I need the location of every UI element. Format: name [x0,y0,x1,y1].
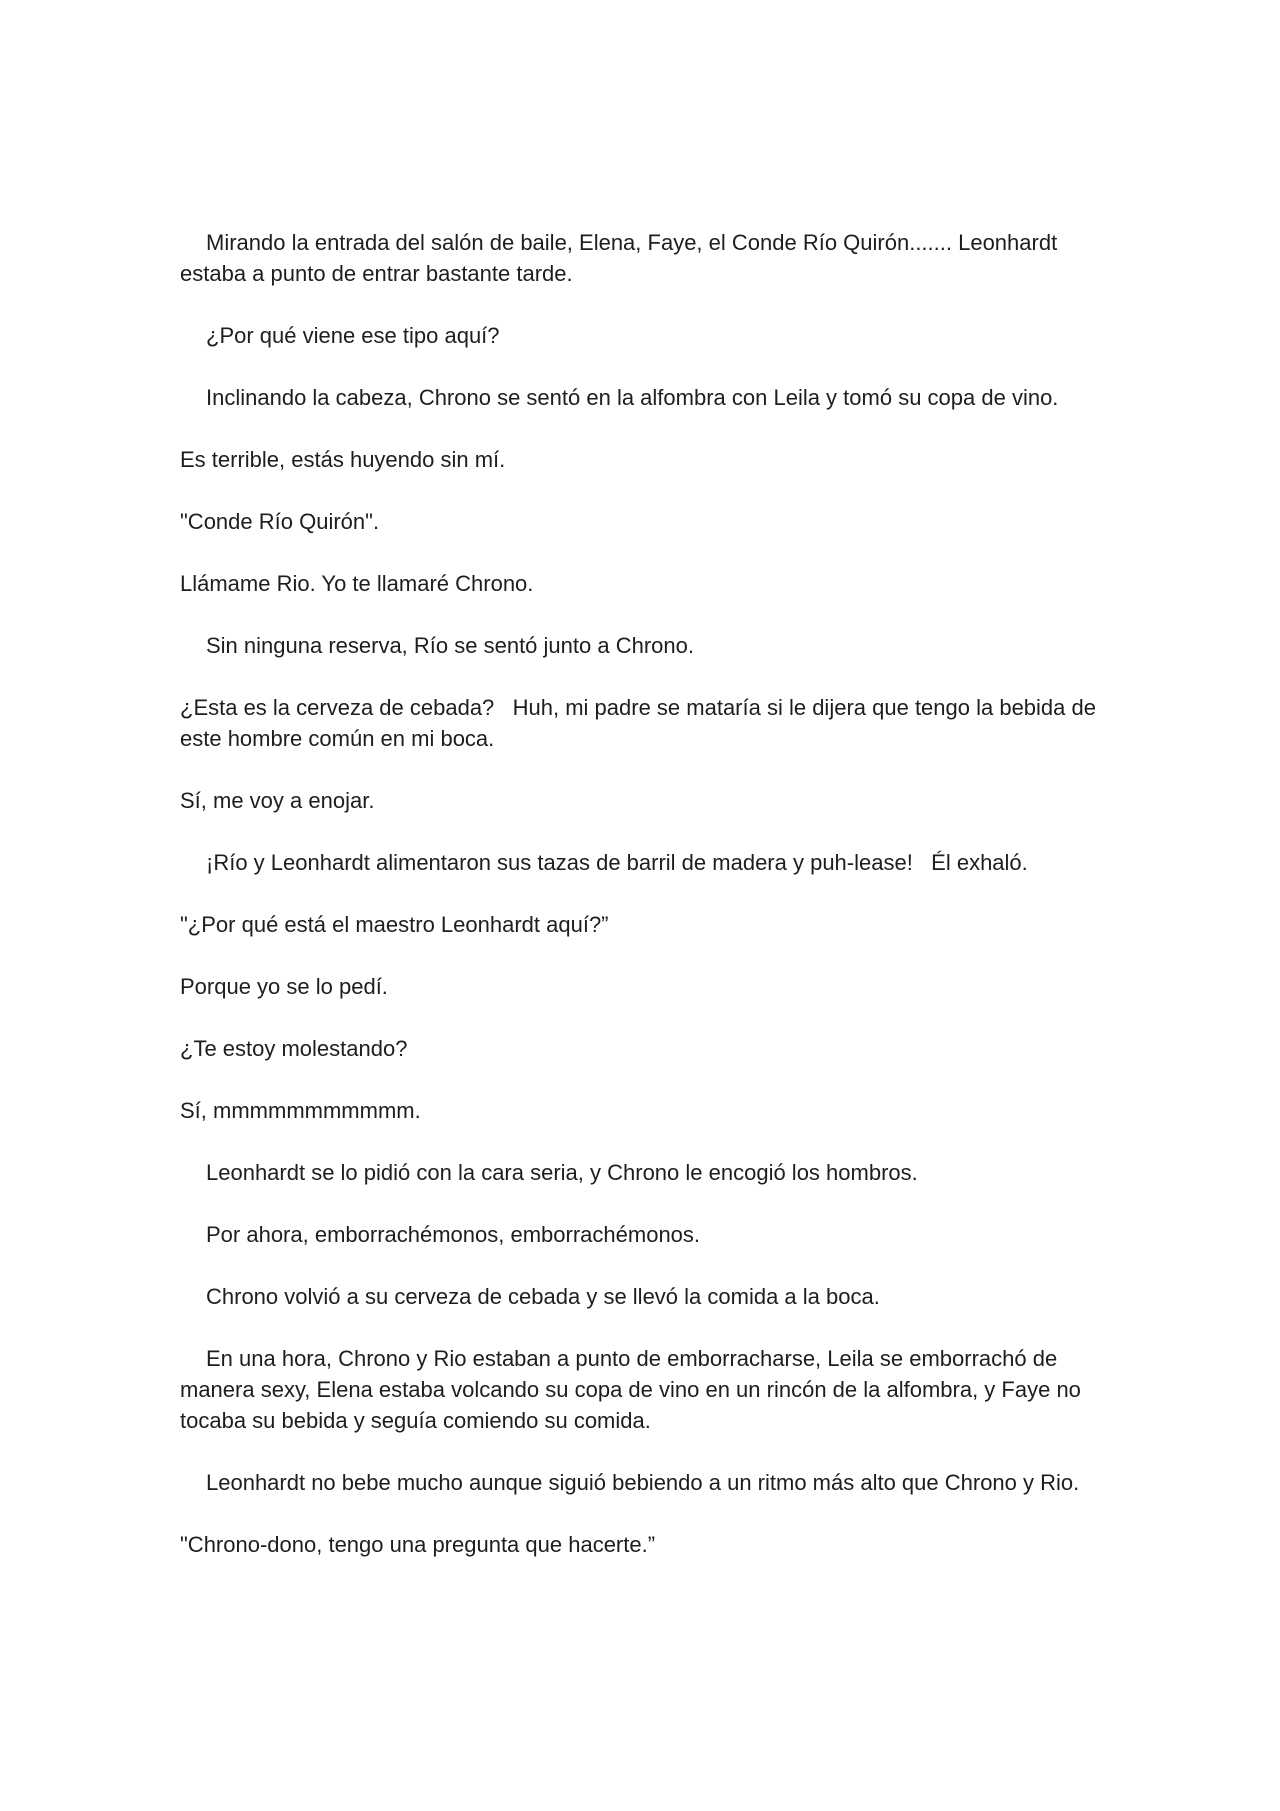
paragraph: Sí, mmmmmmmmmmm. [180,1098,421,1123]
paragraph: ¡Río y Leonhardt alimentaron sus tazas de barril de madera y puh-lease! Él exhaló. [206,850,1028,875]
paragraph: En una hora, Chrono y Rio estaban a punto de emborracharse, Leila se emborrachó de manera sexy, Elena estaba volcando su copa de vino en un rincón de la alfombra, y Faye no tocaba su bebida y seguía comiendo su comida. [180,1346,1088,1433]
paragraph: Por ahora, emborrachémonos, emborrachémonos. [206,1222,701,1247]
paragraph: Porque yo se lo pedí. [180,974,388,999]
paragraph: "¿Por qué está el maestro Leonhardt aquí?” [180,912,609,937]
paragraph: Es terrible, estás huyendo sin mí. [180,447,506,472]
paragraph: "Chrono-dono, tengo una pregunta que hacerte.” [180,1532,656,1557]
paragraph: ¿Esta es la cerveza de cebada? Huh, mi padre se mataría si le dijera que tengo la bebida de este hombre común en mi boca. [180,695,1103,751]
paragraph: Leonhardt se lo pidió con la cara seria, y Chrono le encogió los hombros. [206,1160,918,1185]
paragraph: Sin ninguna reserva, Río se sentó junto a Chrono. [206,633,694,658]
paragraph: Mirando la entrada del salón de baile, Elena, Faye, el Conde Río Quirón....... Leonhardt estaba a punto de entrar bastante tarde. [180,230,1064,286]
paragraph: Chrono volvió a su cerveza de cebada y se llevó la comida a la boca. [206,1284,880,1309]
document-body [180,227,1110,1591]
paragraph: Sí, me voy a enojar. [180,788,375,813]
paragraph: ¿Por qué viene ese tipo aquí? [206,323,500,348]
paragraph: Leonhardt no bebe mucho aunque siguió bebiendo a un ritmo más alto que Chrono y Rio. [206,1470,1080,1495]
paragraph: Inclinando la cabeza, Chrono se sentó en la alfombra con Leila y tomó su copa de vino. [206,385,1059,410]
paragraph: "Conde Río Quirón". [180,509,380,534]
paragraph: Llámame Rio. Yo te llamaré Chrono. [180,571,534,596]
paragraph: ¿Te estoy molestando? [180,1036,408,1061]
